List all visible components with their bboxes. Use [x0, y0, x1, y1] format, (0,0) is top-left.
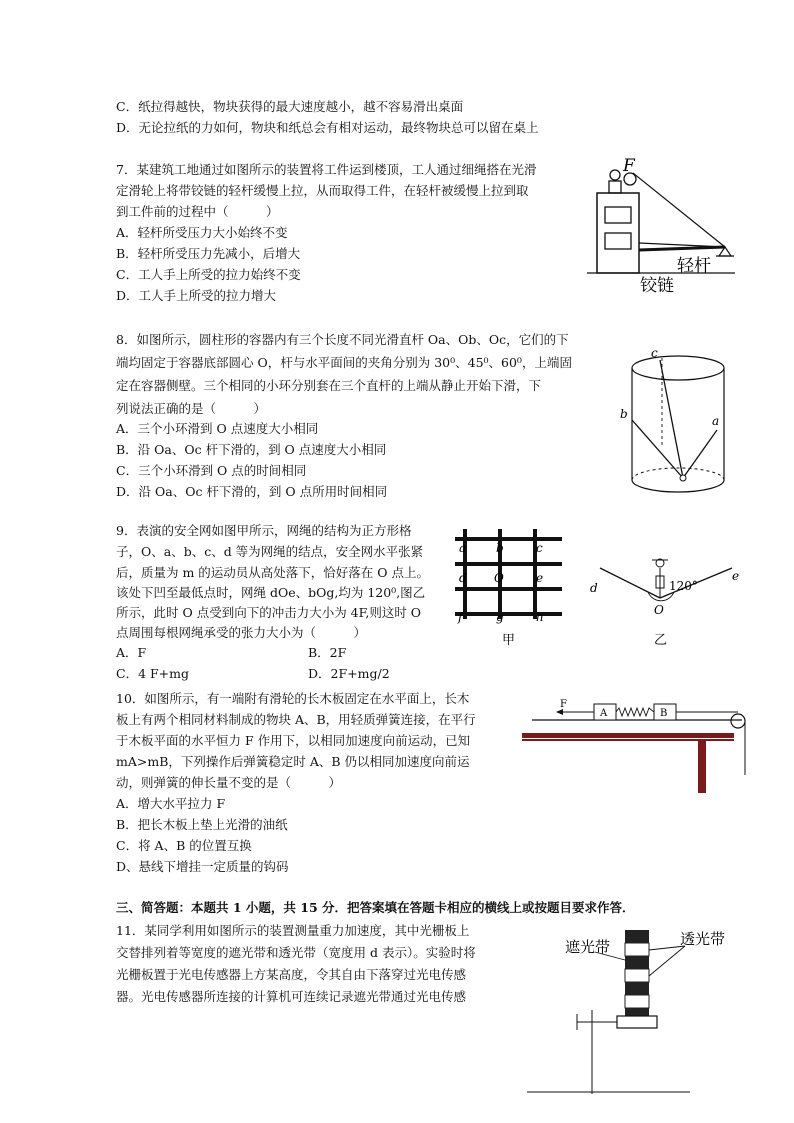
q10-board-figure [520, 695, 750, 795]
label-e: e [732, 569, 740, 583]
q6-option-c: C．纸拉得越快，物块获得的最大速度越小，越不容易滑出桌面 [116, 99, 464, 114]
light-rod [639, 247, 725, 250]
q8-stem-line4: 列说法正确的是（ ） [116, 401, 267, 416]
cylinder-top [632, 356, 724, 380]
dark-band [625, 982, 649, 995]
node-a: a [459, 541, 467, 555]
building-window [605, 233, 631, 249]
q10-option-d: D、悬线下增挂一定质量的钩码 [116, 859, 289, 874]
worker-head [610, 170, 620, 180]
q8-stem-line2: 端均固定于容器底部圆心 O，杆与水平面间的夹角分别为 30⁰、45⁰、60⁰，上端固 [116, 355, 572, 370]
q9-net-figure-yi [582, 548, 752, 648]
q9-stem-line6: 点周围每根网绳承受的张力大小为（ ） [116, 625, 367, 640]
building-window [605, 207, 631, 223]
light-band [625, 969, 649, 982]
node-b: b [496, 541, 504, 555]
dark-band [625, 930, 649, 943]
label-a: a [712, 414, 720, 428]
dark-band [625, 1008, 649, 1016]
q7-figure [585, 155, 750, 300]
q10-option-a: A．增大水平拉力 F [116, 796, 226, 811]
q8-stem-line3: 定在容器侧壁。三个相同的小环分别套在三个直杆的上端从静止开始下滑，下 [116, 378, 542, 393]
light-band [625, 995, 649, 1008]
label-c: c [651, 346, 658, 360]
q7-stem-line1: 7．某建筑工地通过如图所示的装置将工件运到楼顶，工人通过细绳搭在光滑 [116, 162, 537, 177]
node-o: O [494, 571, 504, 585]
q10-stem-line5: 动，则弹簧的伸长量不变的是（ ） [116, 775, 342, 790]
angle-label: 120° [669, 579, 698, 593]
force-label: F [560, 699, 567, 710]
q11-stem-line1: 11．某同学利用如图所示的装置测量重力加速度，其中光栅板上 [116, 923, 470, 938]
label-o: O [654, 603, 664, 617]
q9-stem-line2: 子，O、a、b、c、d 等为网绳的结点，安全网水平张紧 [116, 544, 424, 559]
rod-label: 轻杆 [677, 256, 711, 276]
q9-option-b: B．2F [308, 645, 347, 660]
light-band [625, 943, 649, 956]
light-band-label: 透光带 [680, 930, 726, 948]
origin-point [680, 475, 686, 481]
q11-stem-line3: 光栅板置于光电传感器上方某高度，令其自由下落穿过光电传感 [116, 967, 467, 982]
q9-stem-line1: 9．表演的安全网如图甲所示，网绳的结构为正方形格 [116, 523, 412, 538]
block-a-label: A [600, 708, 608, 719]
q6-option-d: D．无论拉纸的力如何，物块和纸总会有相对运动，最终物块总可以留在桌上 [116, 120, 539, 135]
rod-oa [683, 430, 717, 478]
node-e: e [536, 571, 544, 585]
rope-do [600, 568, 660, 598]
force-f-label: F [623, 156, 635, 176]
q9-stem-line4: 该处下凹至最低点时，网绳 dOe、bOg,均为 120⁰,图乙 [116, 585, 426, 600]
q9-option-c: C．4 F+mg [116, 666, 189, 681]
q9-stem-line3: 后，质量为 m 的运动员从高处落下，恰好落在 O 点上。 [116, 565, 429, 580]
spring [616, 708, 654, 716]
node-h: h [536, 610, 544, 624]
q10-stem-line1: 10．如图所示，有一端附有滑轮的长木板固定在水平面上，长木 [116, 691, 470, 706]
table-leg [698, 741, 706, 793]
node-f: f [458, 610, 463, 624]
q9-stem-line5: 所示，此时 O 点受到向下的冲击力大小为 4F,则这时 O [116, 605, 422, 620]
q11-stem-line4: 器。光电传感器所连接的计算机可连续记录遮光带通过光电传感 [116, 989, 467, 1004]
rod-ob [632, 420, 683, 478]
q7-stem-line3: 到工件前的过程中（ ） [116, 204, 279, 219]
q10-option-c: C．将 A、B 的位置互换 [116, 838, 252, 853]
cylinder-bottom-front [632, 480, 724, 492]
dark-band-label: 遮光带 [565, 938, 611, 956]
q7-option-b: B．轻杆所受压力先减小，后增大 [116, 246, 301, 261]
figure-yi-caption: 乙 [654, 633, 668, 648]
worker-body [609, 181, 621, 193]
label-d: d [590, 581, 598, 595]
node-c: c [536, 541, 543, 555]
node-g: g [496, 610, 504, 624]
q8-option-d: D．沿 Oa、Oc 杆下滑的，到 O 点所用时间相同 [116, 484, 388, 499]
table-top [522, 733, 734, 738]
photo-sensor [617, 1016, 657, 1028]
table-edge [522, 739, 734, 741]
q10-stem-line4: mA>mB，下列操作后弹簧稳定时 A、B 仍以相同加速度向前运 [116, 754, 470, 769]
q7-stem-line2: 定滑轮上将带铰链的轻杆缓慢上拉，从而取得工件，在轻杆被缓慢上拉到取 [116, 183, 529, 198]
q11-grating-figure [525, 922, 745, 1097]
q8-option-b: B．沿 Oa、Oc 杆下滑的，到 O 点速度大小相同 [116, 442, 387, 457]
q8-stem-line1: 8．如图所示，圆柱形的容器内有三个长度不同光滑直杆 Oa、Ob、Oc，它们的下 [116, 332, 569, 347]
q10-stem-line2: 板上有两个相同材料制成的物块 A、B，用轻质弹簧连接，在平行 [116, 712, 476, 727]
node-d: d [459, 571, 467, 585]
cylinder-bottom-back [632, 468, 724, 480]
dark-band [625, 956, 649, 969]
q8-option-a: A．三个小环滑到 O 点速度大小相同 [116, 421, 319, 436]
q9-net-figure-jia [450, 524, 575, 649]
q8-cylinder-figure [615, 340, 735, 500]
q7-option-c: C．工人手上所受的拉力始终不变 [116, 267, 301, 282]
q7-option-d: D．工人手上所受的拉力增大 [116, 288, 277, 303]
q7-option-a: A．轻杆所受压力大小始终不变 [116, 225, 288, 240]
q10-option-b: B．把长木板上垫上光滑的油纸 [116, 817, 288, 832]
q9-option-a: A．F [116, 645, 147, 660]
block-b-label: B [660, 708, 668, 719]
q10-stem-line3: 于木板平面的水平恒力 F 作用下，以相同加速度向前运动，已知 [116, 733, 471, 748]
rod-oc [660, 360, 683, 478]
q9-option-d: D．2F+mg/2 [308, 666, 390, 681]
leader-line [649, 946, 685, 976]
hinge-label: 铰链 [640, 276, 674, 296]
section3-heading: 三、简答题：本题共 1 小题，共 15 分．把答案填在答题卡相应的横线上或按题目要求作答． [116, 900, 635, 915]
figure-jia-caption: 甲 [502, 633, 516, 648]
q8-option-c: C．三个小环滑到 O 点的时间相同 [116, 463, 307, 478]
q11-stem-line2: 交替排列着等宽度的遮光带和透光带（宽度用 d 表示）。实验时将 [116, 945, 476, 960]
rope-line [633, 173, 725, 247]
label-b: b [620, 407, 628, 421]
pulley-icon [731, 714, 745, 728]
